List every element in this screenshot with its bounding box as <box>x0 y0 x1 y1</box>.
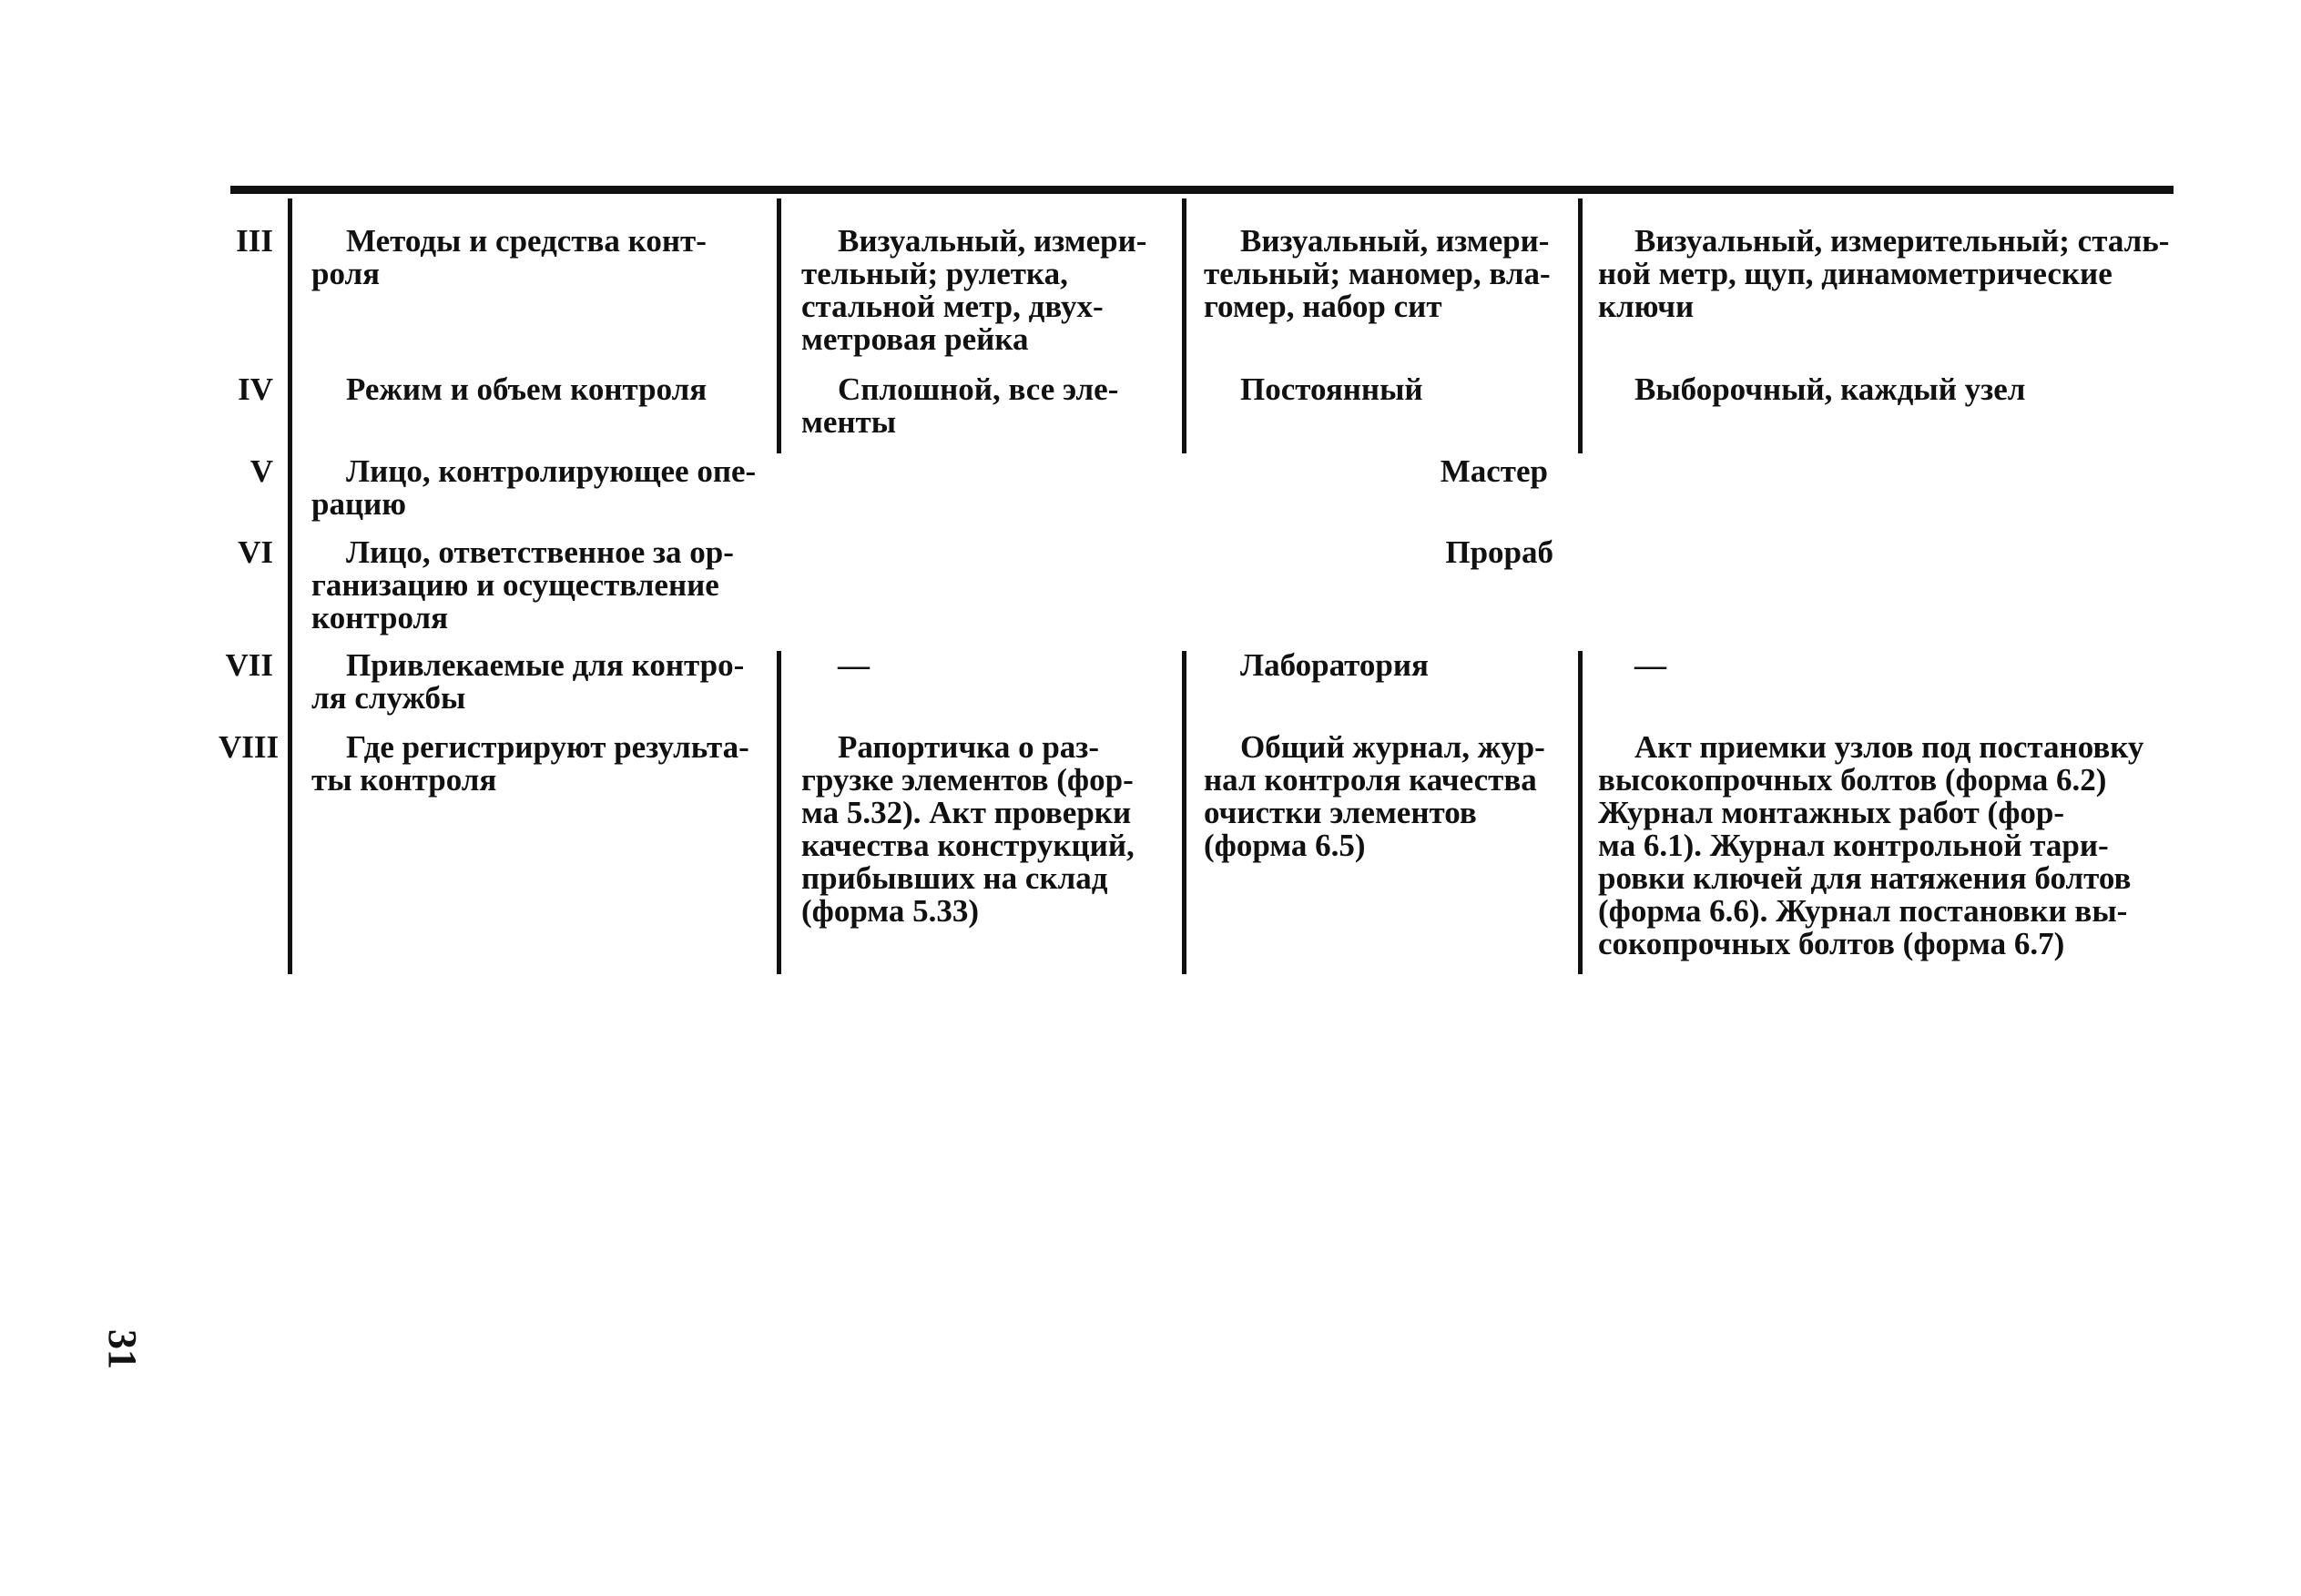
cell-col1: Сплошной, все эле- менты <box>801 371 1119 440</box>
row-label: Где регистрируют результа- ты контроля <box>311 729 749 798</box>
cell-col2: Лаборатория <box>1240 647 1429 683</box>
row-number: IV <box>238 371 273 407</box>
row-label: Методы и средства конт- роля <box>311 223 707 291</box>
cell-col3: Выборочный, каждый узел <box>1634 371 2026 407</box>
cell-col3: Акт приемки узлов под постановку высокопрочных болтов (форма 6.2) Журнал монтажных работ (фор- ма 6.1). Журнал контрольной тари- ровки ключей для натяжения болтов (форма 6.6). Журнал постановки вы- сокопрочных болтов (форма 6.7) <box>1598 729 2144 961</box>
row-label: Режим и объем контроля <box>346 371 708 407</box>
column-divider-4a <box>1578 198 1583 453</box>
row-number: VIII <box>219 729 280 765</box>
column-divider-4b <box>1578 651 1583 974</box>
merged-cell: Прораб <box>1445 534 1553 570</box>
column-divider-2b <box>777 651 781 974</box>
row-label: Лицо, контролирующее опе- рацию <box>311 453 757 522</box>
column-divider-1 <box>288 198 292 974</box>
cell-col2: Визуальный, измери- тельный; маномер, вла- гомер, набор сит <box>1204 223 1551 324</box>
cell-col2: Постоянный <box>1240 371 1423 407</box>
column-divider-3b <box>1182 651 1186 974</box>
cell-col1: Визуальный, измери- тельный; рулетка, стальной метр, двух- метровая рейка <box>801 223 1147 357</box>
row-number: VII <box>225 647 273 683</box>
cell-col3: — <box>1634 647 1666 683</box>
column-divider-3a <box>1182 198 1186 453</box>
row-number: V <box>249 453 273 489</box>
table-top-rule <box>230 186 2174 194</box>
row-label: Лицо, ответственное за ор- ганизацию и осуществление контроля <box>311 534 734 635</box>
cell-col3: Визуальный, измерительный; сталь- ной метр, щуп, динамометрические ключи <box>1598 223 2170 324</box>
column-divider-2a <box>777 198 781 453</box>
row-label: Привлекаемые для контро- ля службы <box>311 647 745 716</box>
cell-col1: Рапортичка о раз- грузке элементов (фор- ма 5.32). Акт проверки качества конструкций, прибывших на склад (форма 5.33) <box>801 729 1135 929</box>
cell-col2: Общий журнал, жур- нал контроля качества очистки элементов (форма 6.5) <box>1204 729 1545 863</box>
merged-cell: Мастер <box>1440 453 1548 489</box>
row-number: III <box>236 223 273 259</box>
row-number: VI <box>238 534 273 570</box>
page-number: 31 <box>100 1329 145 1369</box>
cell-col1: — <box>838 647 870 683</box>
